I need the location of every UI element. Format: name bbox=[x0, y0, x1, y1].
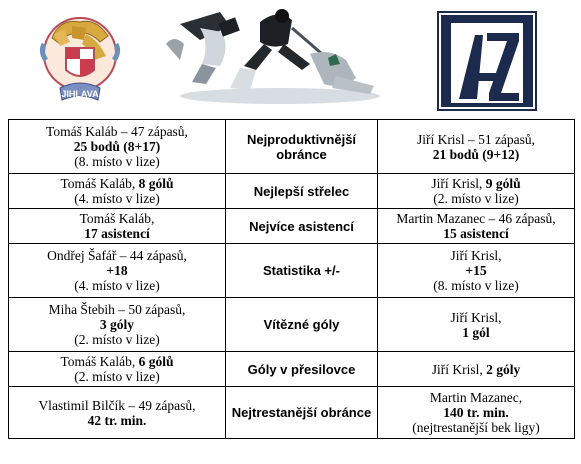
left-stat-cell bbox=[9, 174, 226, 209]
stat-text: Ondřej Šafář – 44 zápasů, bbox=[47, 248, 187, 263]
stat-line bbox=[12, 226, 222, 241]
stat-line bbox=[381, 147, 571, 162]
right-stat-cell bbox=[378, 120, 575, 174]
stat-line bbox=[381, 248, 571, 263]
stat-text: (4. místo v lize) bbox=[74, 278, 160, 293]
stat-text: Tomáš Kaláb, bbox=[60, 354, 139, 369]
stat-text: (2. místo v lize) bbox=[74, 369, 160, 384]
category-label: Vítězné góly bbox=[226, 298, 378, 352]
right-stat-cell bbox=[378, 352, 575, 387]
category-label: Góly v přesilovce bbox=[226, 352, 378, 387]
stat-line bbox=[381, 263, 571, 278]
left-stat-cell bbox=[9, 209, 226, 244]
right-stat-cell bbox=[378, 209, 575, 244]
category-label: Nejvíce asistencí bbox=[226, 209, 378, 244]
table-row bbox=[9, 298, 575, 352]
category-label: Statistika +/- bbox=[226, 244, 378, 298]
stat-line bbox=[12, 191, 222, 206]
stat-line bbox=[381, 226, 571, 241]
stat-line bbox=[12, 354, 222, 369]
stat-value: 8 gólů bbox=[138, 176, 174, 191]
stat-text: (2. místo v lize) bbox=[433, 191, 519, 206]
stat-value: 6 gólů bbox=[138, 354, 174, 369]
stat-value: 1 gól bbox=[462, 324, 490, 340]
stat-line bbox=[12, 413, 222, 428]
stat-line bbox=[12, 278, 222, 293]
stat-line bbox=[381, 325, 571, 340]
stat-text: (2. místo v lize) bbox=[74, 332, 160, 347]
stat-line bbox=[381, 211, 571, 226]
stat-line bbox=[381, 278, 571, 293]
az-logo bbox=[437, 11, 537, 111]
table-row bbox=[9, 387, 575, 439]
right-stat-cell bbox=[378, 298, 575, 352]
hockey-scene-image bbox=[160, 4, 390, 108]
stat-text: Jiří Krisl, bbox=[450, 248, 502, 263]
stat-line bbox=[12, 211, 222, 226]
header bbox=[0, 0, 581, 118]
stat-line bbox=[12, 124, 222, 139]
stat-line bbox=[12, 332, 222, 347]
stat-value: +15 bbox=[465, 263, 487, 278]
category-label: Nejtrestanější obránce bbox=[226, 387, 378, 439]
stat-value: 140 tr. min. bbox=[443, 405, 509, 420]
stat-line bbox=[381, 176, 571, 191]
stat-text: Miha Štebih – 50 zápasů, bbox=[48, 302, 186, 317]
stat-line bbox=[381, 191, 571, 206]
stat-text: Jiří Krisl, bbox=[431, 176, 486, 191]
left-stat-cell bbox=[9, 298, 226, 352]
stat-text: (nejtrestanější bek ligy) bbox=[412, 420, 540, 435]
stat-line bbox=[12, 248, 222, 263]
right-stat-cell bbox=[378, 387, 575, 439]
stat-line bbox=[12, 369, 222, 384]
stat-line bbox=[12, 302, 222, 317]
stat-line bbox=[12, 176, 222, 191]
stat-value: +18 bbox=[106, 263, 128, 278]
jihlava-crest-logo bbox=[30, 8, 130, 108]
table-row bbox=[9, 120, 575, 174]
stat-text: Vlastimil Bilčík – 49 zápasů, bbox=[38, 397, 196, 413]
stat-text: (8. místo v lize) bbox=[74, 154, 160, 169]
table-row bbox=[9, 209, 575, 244]
stat-value: 21 bodů (9+12) bbox=[432, 146, 520, 162]
stat-value: 9 gólů bbox=[485, 176, 521, 191]
right-stat-cell bbox=[378, 174, 575, 209]
stat-value: 15 asistencí bbox=[443, 226, 509, 241]
stat-line bbox=[12, 154, 222, 169]
stat-text: (8. místo v lize) bbox=[433, 278, 519, 293]
left-stat-cell bbox=[9, 387, 226, 439]
stat-text: Martin Mazanec, bbox=[429, 390, 523, 405]
stat-line bbox=[381, 132, 571, 147]
stat-line bbox=[381, 390, 571, 405]
stat-text: Jiří Krisl, bbox=[450, 309, 502, 325]
category-label: Nejlepší střelec bbox=[226, 174, 378, 209]
stat-text: Tomáš Kaláb, bbox=[79, 211, 155, 226]
stat-line bbox=[381, 362, 571, 377]
left-stat-cell bbox=[9, 352, 226, 387]
stat-value: 42 tr. min. bbox=[87, 412, 147, 428]
stat-line bbox=[12, 317, 222, 332]
stat-text: Jiří Krisl, bbox=[431, 361, 487, 377]
table-row bbox=[9, 174, 575, 209]
stat-value: 3 góly bbox=[99, 317, 135, 332]
stat-text: Tomáš Kaláb, bbox=[60, 176, 139, 191]
left-stat-cell bbox=[9, 120, 226, 174]
stat-line bbox=[12, 398, 222, 413]
stat-value: 17 asistencí bbox=[84, 226, 150, 241]
stat-line bbox=[12, 139, 222, 154]
category-label: Nejproduktivnější obránce bbox=[226, 120, 378, 174]
crest-text: JIHLAVA bbox=[61, 89, 99, 99]
stat-value: 25 bodů (8+17) bbox=[73, 139, 161, 154]
stat-text: Tomáš Kaláb – 47 zápasů, bbox=[46, 124, 188, 139]
stat-text: Jiří Krisl – 51 zápasů, bbox=[416, 131, 536, 147]
stat-line bbox=[12, 263, 222, 278]
stat-text: (4. místo v lize) bbox=[74, 191, 160, 206]
right-stat-cell bbox=[378, 244, 575, 298]
comparison-table bbox=[8, 119, 575, 439]
stat-line bbox=[381, 405, 571, 420]
stat-value: 2 góly bbox=[486, 361, 521, 377]
stat-line bbox=[381, 310, 571, 325]
left-stat-cell bbox=[9, 244, 226, 298]
stat-line bbox=[381, 420, 571, 435]
table-row bbox=[9, 352, 575, 387]
stat-text: Martin Mazanec – 46 zápasů, bbox=[396, 211, 556, 226]
table-row bbox=[9, 244, 575, 298]
